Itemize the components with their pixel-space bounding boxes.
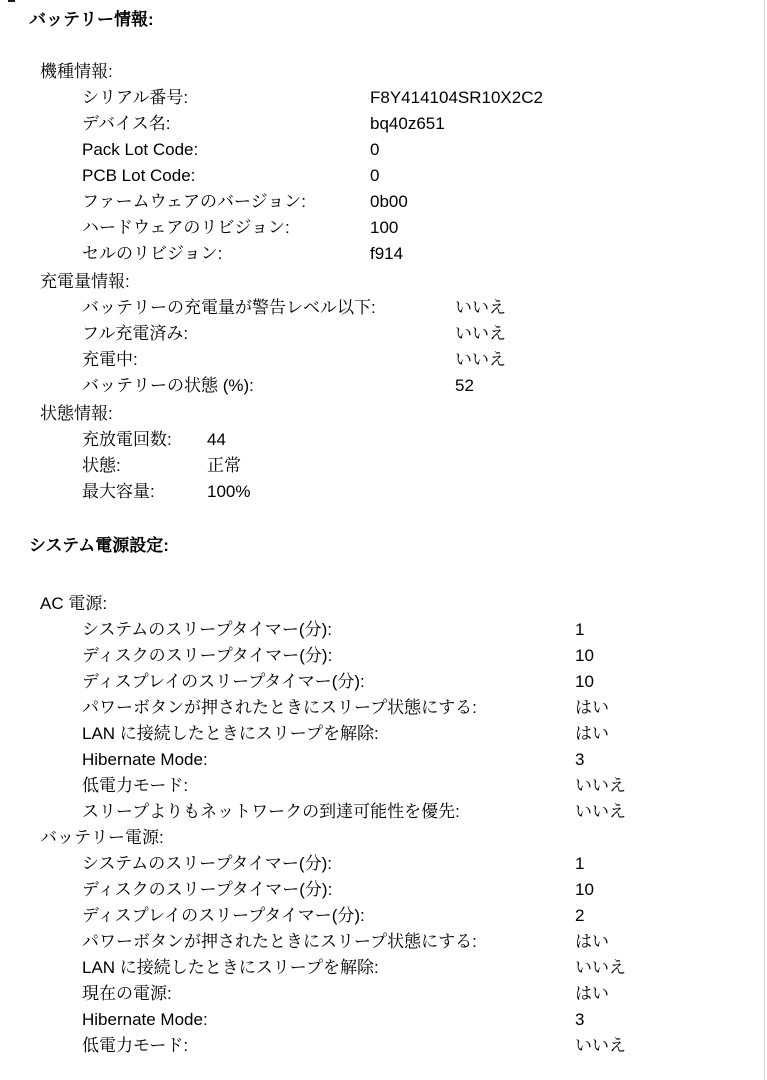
row-value: 正常: [207, 456, 241, 475]
row-value: はい: [575, 698, 609, 717]
row-label: PCB Lot Code:: [82, 166, 196, 185]
row-label: Hibernate Mode:: [82, 750, 208, 769]
section-title: バッテリー情報:: [29, 10, 154, 29]
row-value: いいえ: [575, 776, 626, 795]
row-label: ファームウェアのバージョン:: [82, 192, 307, 211]
row-value: いいえ: [575, 802, 626, 821]
row-label: ディスクのスリープタイマー(分):: [82, 880, 333, 899]
row-value: 52: [455, 376, 474, 395]
section-title: システム電源設定:: [29, 536, 169, 555]
row-label: ディスプレイのスリープタイマー(分):: [82, 672, 365, 691]
group-title: 充電量情報:: [40, 272, 130, 291]
row-value: 10: [575, 672, 594, 691]
row-value: はい: [575, 932, 609, 951]
row-value: 10: [575, 880, 594, 899]
group-title: AC 電源:: [40, 594, 108, 613]
row-label: システムのスリープタイマー(分):: [82, 620, 332, 639]
row-label: バッテリーの状態 (%):: [82, 376, 254, 395]
row-label: LAN に接続したときにスリープを解除:: [82, 958, 379, 977]
row-value: 0: [370, 140, 380, 159]
row-value: 10: [575, 646, 594, 665]
row-value: 100%: [207, 482, 251, 501]
row-label: Pack Lot Code:: [82, 140, 199, 159]
row-value: 100: [370, 218, 399, 237]
row-value: 2: [575, 906, 585, 925]
row-value: 1: [575, 854, 585, 873]
row-label: 現在の電源:: [82, 984, 172, 1003]
row-value: 3: [575, 750, 585, 769]
group-title: 状態情報:: [40, 404, 113, 423]
row-label: パワーボタンが押されたときにスリープ状態にする:: [82, 698, 477, 717]
row-label: LAN に接続したときにスリープを解除:: [82, 724, 379, 743]
row-label: ディスプレイのスリープタイマー(分):: [82, 906, 365, 925]
row-label: デバイス名:: [82, 114, 171, 133]
row-label: 低電力モード:: [82, 1036, 189, 1055]
row-value: いいえ: [575, 958, 626, 977]
row-label: パワーボタンが押されたときにスリープ状態にする:: [82, 932, 477, 951]
row-value: いいえ: [455, 298, 506, 317]
row-value: F8Y414104SR10X2C2: [370, 88, 543, 107]
row-label: シリアル番号:: [82, 88, 189, 107]
row-value: 0b00: [370, 192, 408, 211]
row-label: フル充電済み:: [82, 324, 189, 343]
row-value: 3: [575, 1010, 585, 1029]
row-label: 最大容量:: [82, 482, 155, 501]
row-label: バッテリーの充電量が警告レベル以下:: [82, 298, 376, 317]
row-label: Hibernate Mode:: [82, 1010, 208, 1029]
row-value: いいえ: [455, 350, 506, 369]
row-label: ハードウェアのリビジョン:: [82, 218, 290, 237]
group-title: バッテリー電源:: [40, 828, 164, 847]
row-label: ディスクのスリープタイマー(分):: [82, 646, 333, 665]
row-value: はい: [575, 724, 609, 743]
pane-right-divider: [764, 0, 765, 1080]
row-value: 1: [575, 620, 585, 639]
clipped-text-fragment: [8, 0, 15, 2]
group-title: 機種情報:: [40, 62, 113, 81]
row-value: 44: [207, 430, 226, 449]
row-value: 0: [370, 166, 380, 185]
row-label: 低電力モード:: [82, 776, 189, 795]
row-label: システムのスリープタイマー(分):: [82, 854, 332, 873]
row-value: いいえ: [455, 324, 506, 343]
row-label: スリープよりもネットワークの到達可能性を優先:: [82, 802, 460, 821]
row-label: セルのリビジョン:: [82, 244, 223, 263]
row-value: いいえ: [575, 1036, 626, 1055]
row-label: 充放電回数:: [82, 430, 172, 449]
row-value: はい: [575, 984, 609, 1003]
row-label: 状態:: [82, 456, 121, 475]
row-value: bq40z651: [370, 114, 445, 133]
row-value: f914: [370, 244, 404, 263]
row-label: 充電中:: [82, 350, 138, 369]
